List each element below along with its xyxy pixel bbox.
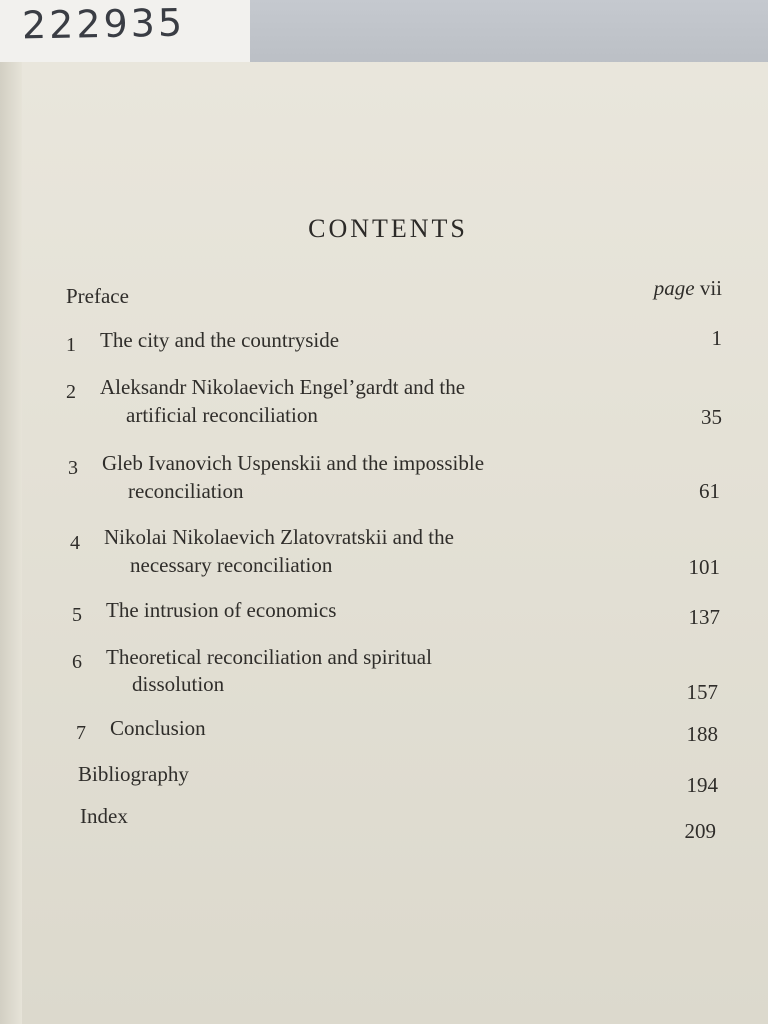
toc-entry-page xyxy=(654,276,722,301)
chapter-title-line: reconciliation xyxy=(128,479,244,503)
chapter-number: 1 xyxy=(66,334,76,356)
chapter-page-number: 157 xyxy=(686,680,718,704)
page-prefix: page xyxy=(653,276,695,300)
chapter-title-line: dissolution xyxy=(132,672,225,696)
chapter-page-number: 101 xyxy=(688,555,720,579)
chapter-title-line: Theoretical reconciliation and spiritual xyxy=(106,645,432,669)
toc-entry-page: 209 xyxy=(684,819,716,843)
chapter-title-line: Conclusion xyxy=(110,716,206,740)
chapter-number: 2 xyxy=(66,381,76,403)
toc-entry-label: Bibliography xyxy=(78,762,189,786)
chapter-title-line: artificial reconciliation xyxy=(126,403,318,427)
chapter-number: 3 xyxy=(68,457,78,479)
chapter-number: 7 xyxy=(76,722,86,744)
chapter-title-line: necessary reconciliation xyxy=(130,553,333,577)
chapter-title-line: The city and the countryside xyxy=(100,328,340,352)
chapter-page-number: 35 xyxy=(701,405,722,429)
chapter-page-number: 137 xyxy=(688,605,720,629)
chapter-page-number: 188 xyxy=(686,722,718,746)
chapter-number: 6 xyxy=(72,651,82,673)
chapter-page-number: 61 xyxy=(699,479,720,503)
toc-entry-label: Preface xyxy=(66,284,129,308)
chapter-number: 4 xyxy=(70,532,80,554)
chapter-number: 5 xyxy=(72,604,82,626)
page-edge xyxy=(0,62,22,1024)
toc-entry-label: Index xyxy=(80,804,128,828)
chapter-page-number: 1 xyxy=(711,326,722,350)
chapter-title-line: Nikolai Nikolaevich Zlatovratskii and the xyxy=(104,525,454,549)
page-number: vii xyxy=(699,276,722,300)
handwritten-note: 222935 xyxy=(21,0,186,48)
contents-title: CONTENTS xyxy=(308,214,468,243)
toc-entry-page: 194 xyxy=(686,773,718,797)
chapter-title-line: Aleksandr Nikolaevich Engel’gardt and the xyxy=(100,375,466,399)
chapter-title-line: Gleb Ivanovich Uspenskii and the impossible xyxy=(102,451,485,475)
chapter-title-line: The intrusion of economics xyxy=(106,598,337,622)
handwritten-note-card xyxy=(0,0,250,62)
